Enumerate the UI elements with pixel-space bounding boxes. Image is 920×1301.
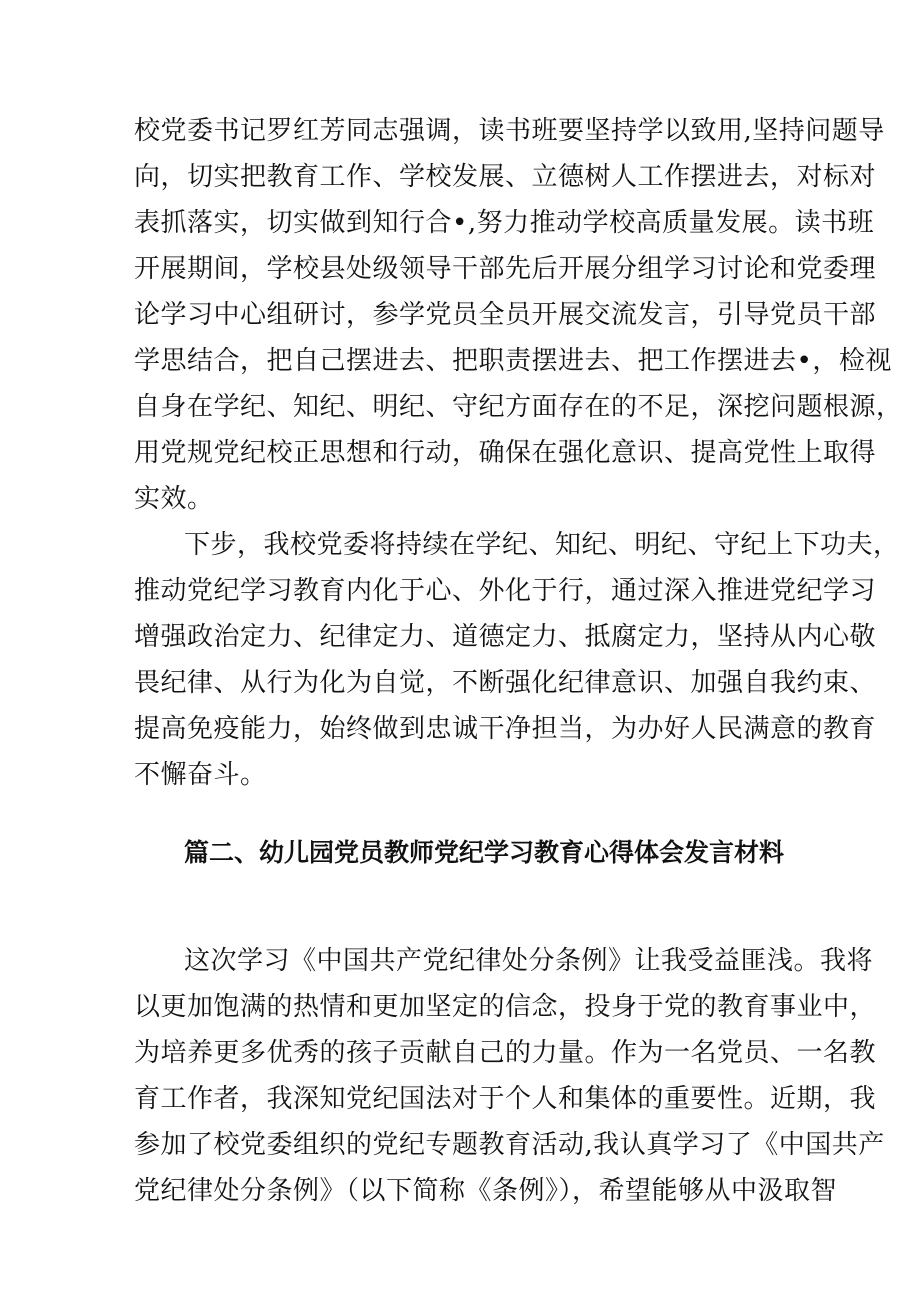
paragraph-2-line-5: 提高免疫能力，始终做到忠诚干净担当，为办好人民满意的教育 xyxy=(134,714,877,744)
paragraph-2-line-3: 增强政治定力、纪律定力、道德定力、抵腐定力，坚持从内心敬 xyxy=(134,622,877,652)
paragraph-3-line-3: 为培养更多优秀的孩子贡献自己的力量。作为一名党员、一名教 xyxy=(134,1038,877,1068)
paragraph-3-line-1: 这次学习《中国共产党纪律处分条例》让我受益匪浅。我将 xyxy=(184,946,874,976)
paragraph-2-line-2: 推动党纪学习教育内化于心、外化于行，通过深入推进党纪学习 xyxy=(134,576,877,606)
paragraph-1-line-1: 校党委书记罗红芳同志强调，读书班要坚持学以致用,坚持问题导 xyxy=(134,116,885,146)
paragraph-3-line-4: 育工作者，我深知党纪国法对于个人和集体的重要性。近期，我 xyxy=(134,1084,877,1114)
paragraph-1-line-8: 用党规党纪校正思想和行动，确保在强化意识、提高党性上取得 xyxy=(134,438,877,468)
paragraph-1-line-9: 实效。 xyxy=(134,484,214,514)
paragraph-1-line-3: 表抓落实，切实做到知行合•,努力推动学校高质量发展。读书班 xyxy=(134,208,875,238)
paragraph-1-line-2: 向，切实把教育工作、学校发展、立德树人工作摆进去，对标对 xyxy=(134,162,877,192)
paragraph-3-line-2: 以更加饱满的热情和更加坚定的信念，投身于党的教育事业中， xyxy=(134,992,877,1022)
paragraph-1-line-4: 开展期间，学校县处级领导干部先后开展分组学习讨论和党委理 xyxy=(134,254,877,284)
paragraph-1-line-7: 自身在学纪、知纪、明纪、守纪方面存在的不足，深挖问题根源， xyxy=(134,392,903,422)
paragraph-3-line-6: 党纪律处分条例》（以下简称《条例》），希望能够从中汲取智 xyxy=(134,1176,838,1206)
paragraph-1-line-6: 学思结合，把自己摆进去、把职责摆进去、把工作摆进去•，检视 xyxy=(134,346,892,376)
paragraph-2-line-4: 畏纪律、从行为化为自觉，不断强化纪律意识、加强自我约束、 xyxy=(134,668,877,698)
paragraph-1-line-5: 论学习中心组研讨，参学党员全员开展交流发言，引导党员干部 xyxy=(134,300,877,330)
paragraph-3-line-5: 参加了校党委组织的党纪专题教育活动,我认真学习了《中国共产 xyxy=(134,1130,885,1160)
paragraph-2-line-1: 下步，我校党委将持续在学纪、知纪、明纪、守纪上下功夫， xyxy=(184,530,900,560)
section-heading: 篇二、幼儿园党员教师党纪学习教育心得体会发言材料 xyxy=(184,838,785,867)
paragraph-2-line-6: 不懈奋斗。 xyxy=(134,760,267,790)
